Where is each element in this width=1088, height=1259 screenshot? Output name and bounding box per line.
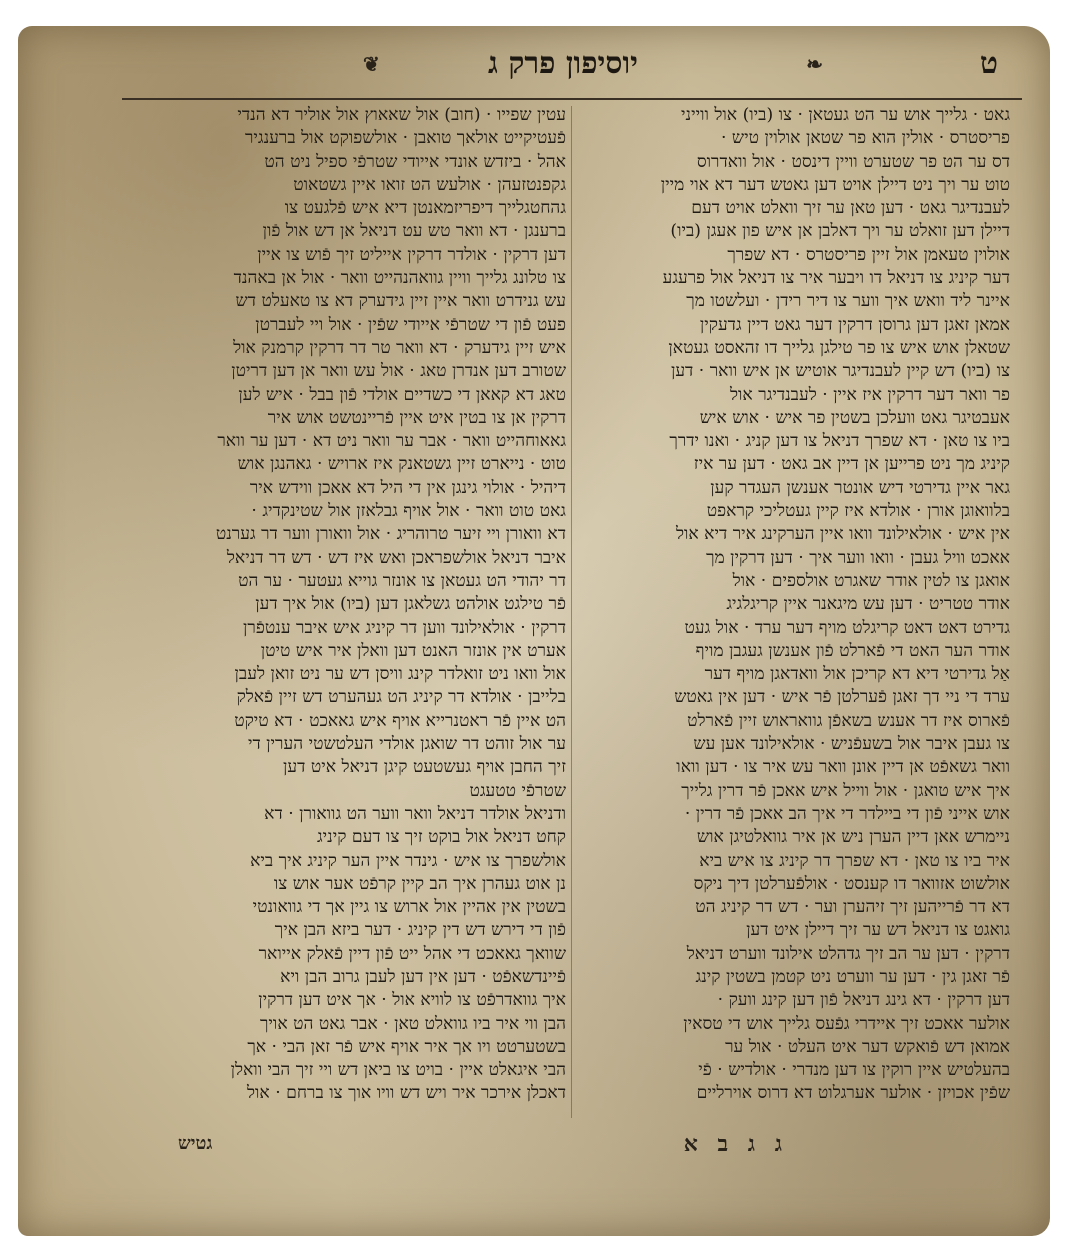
text-line: פֿון די דירש דש דין קיניג · דער ביזא הבן איך bbox=[274, 920, 566, 941]
text-line: וואר גשאפֿט אן דיין אונן וואר עש איר צו · דען וואו bbox=[676, 757, 1010, 778]
text-line: פעט פֿון די שטרפֿי אייודי שפֿין · אול ויי לעברטן bbox=[255, 314, 566, 335]
text-line: איך איש טואגן · אול ווייל איש אאכן פֿר דרין גלייך bbox=[681, 780, 1010, 801]
text-line: אול וואו ניט זואלדר קינג וויסן דש ער ניט זואן לעבן bbox=[234, 664, 566, 685]
text-line: ניימרש אאן דיין הערן ניש אן איר גוואלטיגן אוש bbox=[696, 827, 1010, 848]
text-line: דער קיניג צו דניאל דו ויבער איר צו דניאל אול פרעגע bbox=[662, 268, 1010, 289]
text-line: עש גנידרט וואר איין זיין גידערק דא צו טאעלט דש bbox=[235, 291, 566, 312]
text-line: לעבנדיגר גאט · דען טאן ער זיך וואלט אויט דעם bbox=[691, 198, 1010, 219]
text-line: צו (ביו) דש קיין לעבנדיגר אוטיש אן איש וואר · דען bbox=[670, 361, 1010, 382]
text-line: אַל גדירטי דיא דא קריכן אול וואדאגן מויף דער bbox=[704, 664, 1010, 685]
ornament-left-icon: ❦ bbox=[363, 52, 380, 76]
text-line: טוט ער ויך ניט דיילן אויט דען גאטש דער דא אוי מיין bbox=[660, 174, 1010, 195]
text-line: אולשפרך צו איש · גינדר איין הער קיניג איך ביא bbox=[250, 850, 566, 871]
ornament-right-icon: ❧ bbox=[806, 52, 823, 76]
text-line: שוואך גאאכט די אהל ייט פֿון דיין פֿאלק אייואר bbox=[258, 943, 566, 964]
text-line: צו טלונג גלייך וויין גוואהנהייט וואר · אול אן באהנד bbox=[233, 268, 566, 289]
text-line: פריסטרס · אולין הוא פר שטאן אולוין טיש · bbox=[721, 128, 1010, 149]
text-line: איש זיין גידערק · דא וואר טר דר דרקין קרמנק אול bbox=[233, 337, 566, 358]
text-line: גקפנטזעהן · אולעש הט זואו איין גשטאוט bbox=[293, 174, 566, 195]
text-line: נן אוט געהרן איך הב קיין קרפֿט אער אוש צו bbox=[273, 873, 566, 894]
text-line: איינר ליד וואש איך ווער צו דיר רידן · ועלשטו מך bbox=[686, 291, 1010, 312]
folio-number: ג bbox=[774, 1131, 788, 1157]
text-line: פֿר טילגט אולהט גשלאגן דען (ביו) אול איך דען bbox=[255, 594, 566, 615]
text-line: זיך החבן אויף געשטעט קיגן דניאל איט דען bbox=[283, 757, 566, 778]
text-line: דיהיל · אולוי גינגן אין די היל דא אאכן ווידש איר bbox=[249, 477, 566, 498]
running-title: יוסיפון פרק ג bbox=[487, 46, 638, 81]
text-line: עטין שפייו · (חוב) אול שאאוץ אול אוליר דא הנדי bbox=[237, 105, 566, 125]
text-line: גאר איין גדירטי דיש אונטר אענשן העגדר קען bbox=[710, 477, 1010, 498]
signature-letters: ג ב א bbox=[683, 1131, 762, 1157]
text-line: אודר הער האט די פֿארלט פֿון אענשן געגבן מויף bbox=[695, 640, 1010, 661]
text-line: ביו צו טאן · דא שפרך דניאל צו דען קניג · ואנו ידרך bbox=[669, 431, 1010, 452]
text-line: קחט דניאל אול בוקט זיך צו דעם קיניג bbox=[316, 827, 566, 848]
text-line: דען דרקין · אולדר דרקין אייליט זיך פֿוש צו איין bbox=[257, 244, 566, 265]
text-line: דס ער הט פר שטערט וויין דינסט · אול וואדרוס bbox=[696, 151, 1010, 172]
text-line: אערט אין אונזר האנט דען וואלן איר איש טיטן bbox=[260, 640, 566, 661]
text-line: פֿיינדשאפֿט · דען אין דען לעבן גרוב הבן ויא bbox=[280, 966, 566, 987]
text-line: בשטין אין אהיין אול ארוש צו גיין אך די גוואונטי bbox=[252, 897, 566, 918]
text-line: איבר דניאל אולשפראכן ואש איז דש · דש דר דניאל bbox=[226, 547, 566, 568]
catchword: גטיש bbox=[178, 1133, 213, 1154]
text-line: אולשוט אזוואר דו קענסט · אולפֿערלטן דיך ניקס bbox=[693, 873, 1010, 894]
text-line: הבן ווי איר ביו גוואלט טאן · אבר גאט הט אויך bbox=[259, 1013, 566, 1034]
text-line: שטאלן אוש איש צו פר טילגן גלייך דו זהאסט געטאן bbox=[668, 337, 1010, 358]
header-rule bbox=[122, 98, 1022, 100]
text-line: אין איש · אולאילונד וואו איין הערקינג איר דיא אול bbox=[675, 524, 1010, 545]
text-line: אוש אייני פֿון די ביילדר די איך הב אאכן פֿר דרין · bbox=[684, 803, 1010, 824]
text-line: שפֿין אכויזן · אולער אערגלוט דא דרוס אוירליים bbox=[696, 1083, 1010, 1104]
text-line: אמואן דש פֿואקש דער איט העלט · אול ער bbox=[725, 1036, 1010, 1057]
text-line: דרקין אן צו בטין איט איין פֿריינטשט אוש איר bbox=[267, 407, 566, 428]
manuscript-page bbox=[18, 26, 1050, 1236]
text-line: קיניג מך ניט פרייען אן דיין אב גאט · דען ער איז bbox=[693, 454, 1010, 475]
text-line: אמאן זאגן דען גרוסן דרקין דער גאט דיין גדעקין bbox=[699, 314, 1010, 335]
text-line: דרקין · אולאילונד ווען דר קיניג איש איבר ענטפֿרן bbox=[243, 617, 566, 638]
folio-letter: ט bbox=[979, 46, 998, 81]
text-line: פֿעטיקייט אולאך טואבן · אולשפוקט אול ברענגיר bbox=[244, 128, 566, 149]
text-line: פֿר זאגן גין · דען ער ווערט ניט קטמן בשטין קינג bbox=[695, 966, 1010, 987]
text-line: איר ביו צו טאן · דא שפרך דר קיניג צו איש ביא bbox=[699, 850, 1010, 871]
text-line: גאאוחהייט וואר · אבר ער וואר ניט דא · דען ער וואר bbox=[217, 431, 566, 452]
text-line: איך גוואדרפֿט צו לוויא אול · אך איט דען דרקין bbox=[258, 990, 566, 1011]
column-divider bbox=[571, 106, 572, 1118]
text-line: אהל · ביזדש אונדי אייודי שטרפֿי ספיל ניט הט bbox=[264, 151, 566, 172]
text-line: גדירט דאט דאט קריגלט מויף דער ערד · אול געט bbox=[684, 617, 1010, 638]
text-line: שטרפֿי טטעגט bbox=[469, 780, 566, 801]
text-line: צו געבן איבר אול בשעפֿניש · אולאילונד אען עש bbox=[693, 734, 1010, 755]
signature-mark bbox=[684, 1131, 788, 1157]
text-line: גהחטגלייך דיפריזמאנטן דיא איש פֿלגעט צו bbox=[284, 198, 566, 219]
text-line: ודניאל אולדר דניאל וואר ווער הט גוואורן · דא bbox=[264, 803, 566, 824]
text-line: הט איין פֿר ראטנרייא אויף איש גאאכט · דא טיקט bbox=[234, 710, 566, 731]
text-column-right bbox=[580, 104, 1010, 1124]
text-line: ערד די ניי דך זאגן פֿערלטן פֿר איש · דען אין גאטש bbox=[674, 687, 1010, 708]
text-line: שטורב דען אנדרן טאג · אול עש וואר אן דען דריטן bbox=[231, 361, 566, 382]
page-header bbox=[128, 46, 998, 96]
text-line: דיילן דען זואלט ער ויך דאלבן אן איש פון אעגן (ביו) bbox=[670, 221, 1010, 242]
text-line: ברענגן · דא וואר טש עט דניאל אן דש אול פֿון bbox=[262, 221, 566, 242]
text-line: בשטערטט ויו אך איר אויף איש פֿר זאן הבי · אך bbox=[247, 1036, 566, 1057]
text-line: הבי איגאלט איין · בויט צו ביאן דש ויי זיך הבי וואלן bbox=[230, 1060, 566, 1081]
text-line: אודר טטריט · דען עש מיגאנר איין קריגלגיג bbox=[726, 594, 1010, 615]
text-line: דא וואורן ויי זיער טרוהריג · אול וואורן ווער דר גערנט bbox=[215, 524, 566, 545]
text-line: גאט · גלייך אוש ער הט געטאן · צו (ביו) אול ווייני bbox=[680, 105, 1010, 125]
text-line: גאט טוט וואר · אול אויף גבלאזן אול שטינקדיג · bbox=[251, 501, 566, 522]
text-line: דען דרקין · דא גינג דניאל פֿון דען קינג וועק · bbox=[717, 990, 1010, 1011]
text-line: אאכט וויל געבן · וואו ווער איך · דען דרקין מך bbox=[706, 547, 1010, 568]
text-line: דרקין · דען ער הב זיך גדהלט אילונד ווערט דניאל bbox=[686, 943, 1010, 964]
text-line: בהעלטיש איין רוקין צו דען מנדרי · אולדיש · פֿי bbox=[698, 1060, 1010, 1081]
text-line: דאכלן אירכר איר ויש דש וויו אוך צו ברחם · אול bbox=[246, 1083, 566, 1104]
page-footer bbox=[178, 1131, 938, 1161]
text-line: אעבטיגר גאט וועלכן בשטין פר איש · אוש איש bbox=[699, 407, 1010, 428]
text-line: דא דר פֿרייהען זיך זיהערן וער · דש דר קיניג הט bbox=[695, 897, 1010, 918]
text-line: טאג דא קאאן די כשדיים אולדי פֿון בבל · איש לען bbox=[238, 384, 566, 405]
text-line: בלוואוגן אורן · אולדא איז קיין געטליכי קראפט bbox=[706, 501, 1010, 522]
text-line: אואגן צו לטין אודר שאגרט אולספים · אול bbox=[732, 570, 1010, 591]
text-line: דר יהודי הט געטאן צו אונזר גוייא געטער · ער הט bbox=[238, 570, 566, 591]
text-line: אולער אאכט זיך איידרי גפֿעס גלייך אוש די טסאין bbox=[683, 1013, 1010, 1034]
text-column-left bbox=[136, 104, 566, 1124]
text-line: אולוין טעאמן אול זיין פריסטרס · דא שפרך bbox=[727, 244, 1010, 265]
text-line: גואגט צו דניאל דש ער זיך דיילן איט דען bbox=[746, 920, 1010, 941]
text-line: טוט · נייארט זיין גשטאנק איז ארויש · גאהנגן אוש bbox=[237, 454, 566, 475]
text-line: פר וואר דער דרקין איז איין · לעבנדיגר אול bbox=[729, 384, 1010, 405]
text-line: ער אול זוהט דר שואגן אולדי העלטשטי הערין די bbox=[247, 734, 566, 755]
text-line: בלייבן · אולדא דר קיניג הט געהערט דש זיין פֿאלק bbox=[236, 687, 566, 708]
text-line: פֿארוס איז דר אענש בשאפֿן גוואראוש זיין פֿארלט bbox=[687, 710, 1010, 731]
